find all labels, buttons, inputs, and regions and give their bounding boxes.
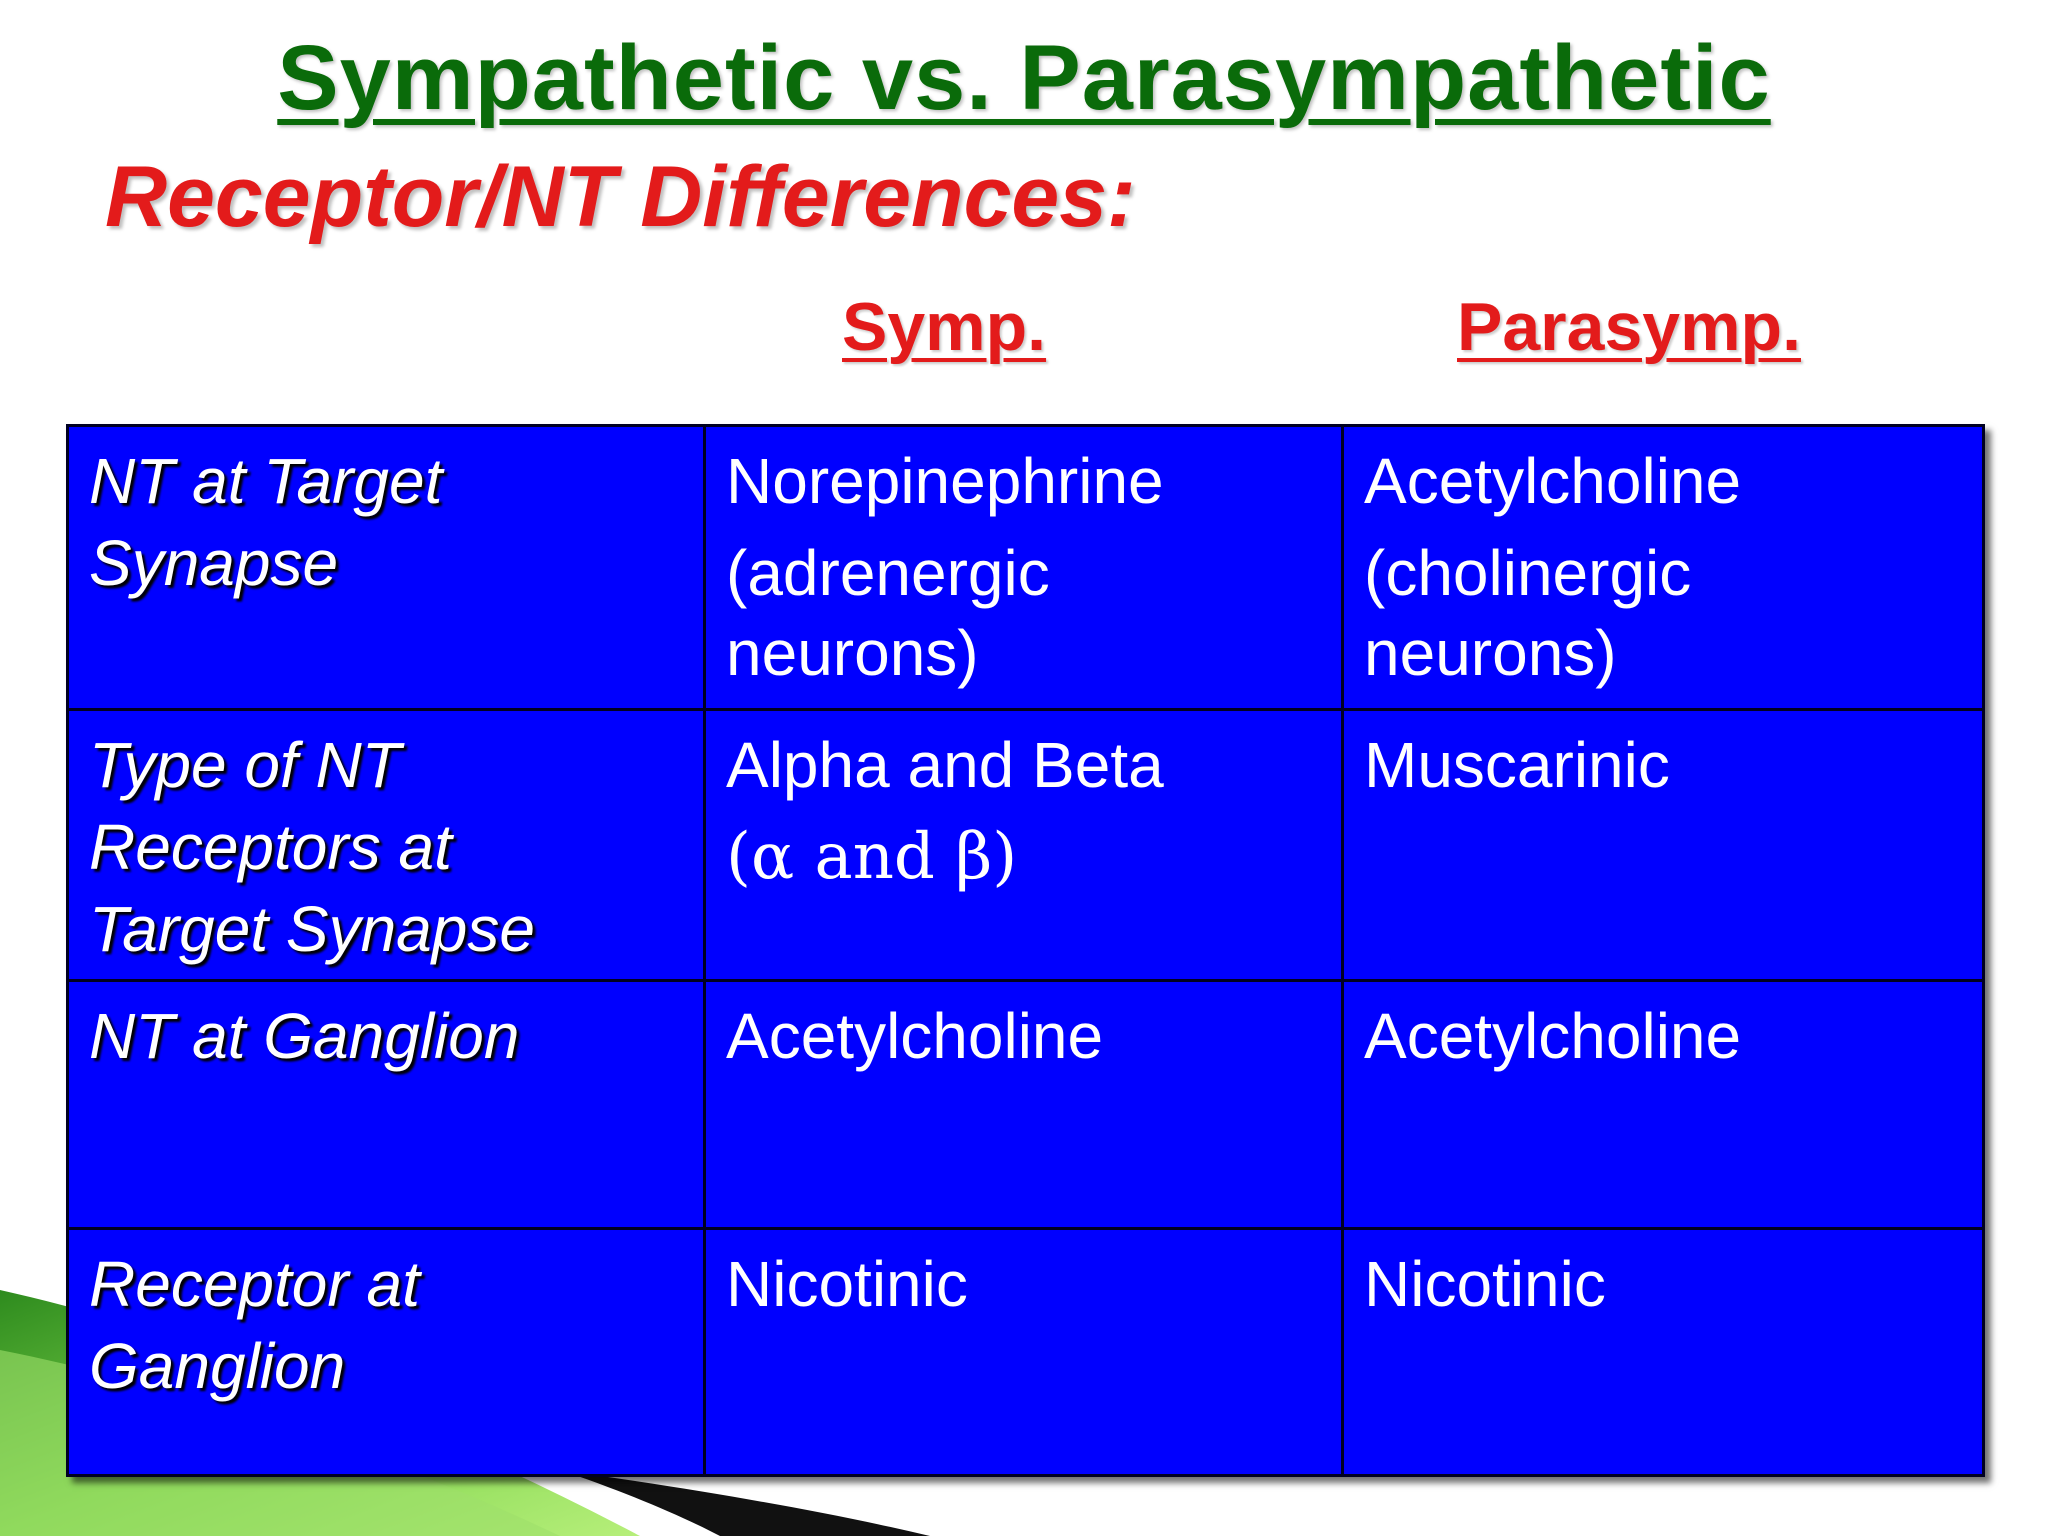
cell-line: neurons) [1364, 617, 1617, 689]
cell-line: neurons) [726, 617, 979, 689]
cell-line: (α and β) [726, 820, 1018, 894]
row-label-cell [68, 710, 705, 981]
cell-line: Nicotinic [726, 1247, 968, 1320]
row-label-line: NT at Target [89, 445, 443, 517]
symp-cell [705, 426, 1343, 710]
parasymp-cell [1343, 710, 1984, 981]
symp-cell [705, 710, 1343, 981]
table-row [68, 1228, 1984, 1475]
cell-line: Acetylcholine [1364, 445, 1742, 517]
table-row [68, 710, 1984, 981]
cell-line: Acetylcholine [1364, 999, 1742, 1072]
row-label-cell [68, 426, 705, 710]
parasymp-cell [1343, 980, 1984, 1228]
row-label-cell [68, 980, 705, 1228]
row-label-line: Receptor at [89, 1247, 420, 1320]
slide-title [0, 28, 2048, 129]
table-row [68, 426, 1984, 710]
cell-line: Muscarinic [1364, 729, 1670, 801]
cell-line: (cholinergic [1364, 537, 1692, 609]
comparison-table [66, 424, 1985, 1477]
column-header-symp: Symp. [842, 289, 1047, 365]
table-row [68, 980, 1984, 1228]
row-label-line: Target Synapse [89, 892, 535, 965]
row-label-cell [68, 1228, 705, 1475]
row-label-line: Synapse [89, 526, 339, 599]
symp-cell [705, 1228, 1343, 1475]
cell-line: Alpha and Beta [726, 729, 1164, 801]
cell-line: Acetylcholine [726, 999, 1104, 1072]
row-label-line: NT at Ganglion [89, 999, 520, 1072]
row-label-line: Ganglion [89, 1329, 346, 1402]
slide-title-text: Sympathetic vs. Parasympathetic [277, 27, 1771, 129]
column-header-parasymp: Parasymp. [1457, 289, 1801, 365]
cell-line: (adrenergic [726, 537, 1050, 609]
row-label-line: Type of NT [89, 729, 401, 801]
slide-subtitle: Receptor/NT Differences: [105, 149, 1136, 245]
cell-line: Norepinephrine [726, 445, 1164, 517]
cell-line: Nicotinic [1364, 1247, 1606, 1320]
row-label-line: Receptors at [89, 810, 452, 883]
parasymp-cell [1343, 426, 1984, 710]
symp-cell [705, 980, 1343, 1228]
parasymp-cell [1343, 1228, 1984, 1475]
